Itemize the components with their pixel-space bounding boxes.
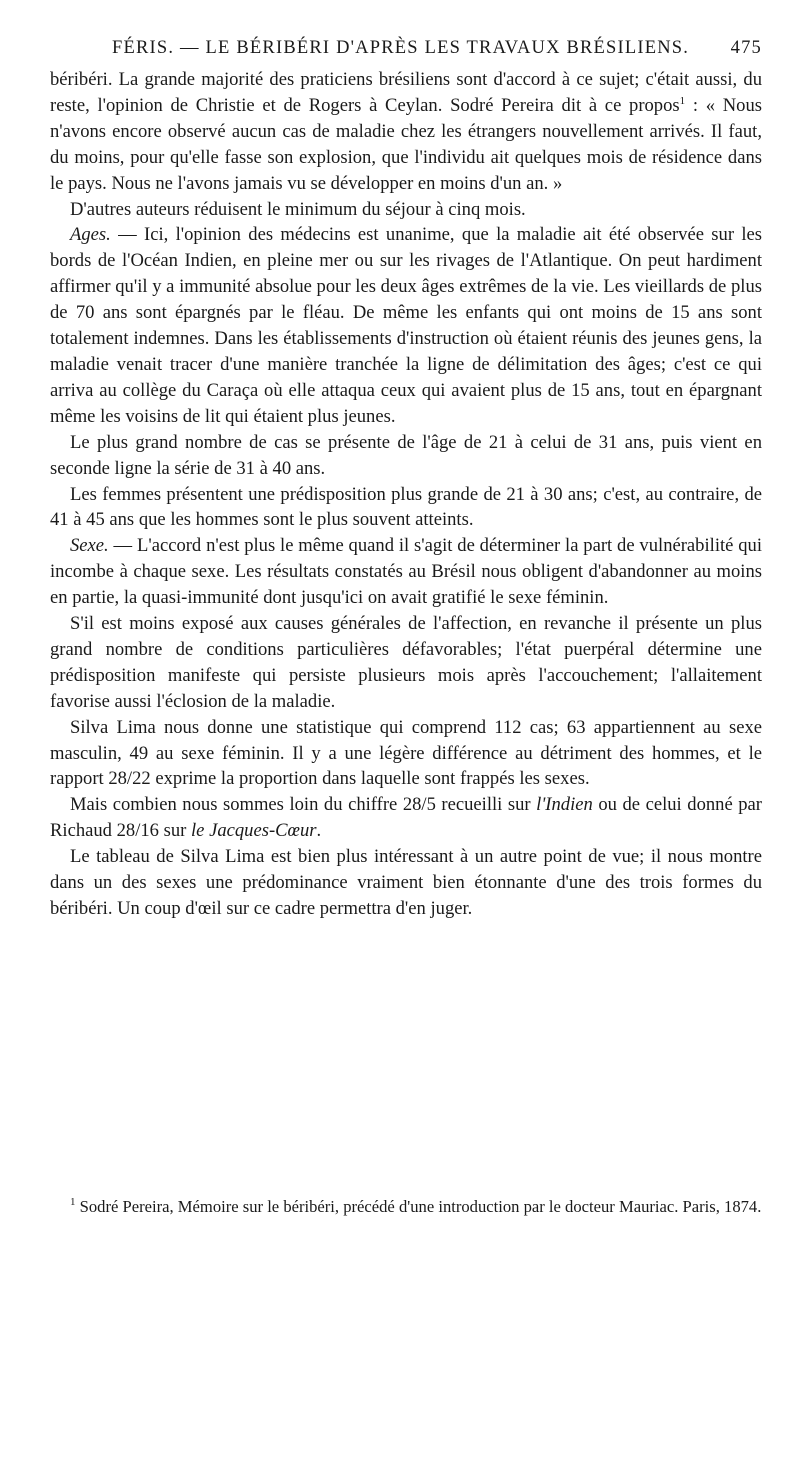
paragraph-ages: Ages. — Ici, l'opinion des médecins est unanime, que la maladie ait été observée sur les bords de l'Océan Indien, en pleine mer ou sur les rivages de l'Atlantique. On peut hardiment affirmer qu'il y a immunité absolue pour les deux âges extrêmes de la vie. Les vieillards de plus de 70 ans sont épargnés par le fléau. De même les enfants qui ont moins de 15 ans sont totalement indemnes. Dans les établissements d'instruction où étaient réunis des jeunes gens, la maladie venait tracer d'une manière tranchée la ligne de délimitation des âges; c'est ce qui arriva au collège du Caraça où elle attaqua ceux qui avaient plus de 15 ans, tout en épargnant même les voisins de lit qui étaient plus jeunes.: [50, 224, 762, 427]
paragraph-silva-lima-statistics: Silva Lima nous donne une statistique qui comprend 112 cas; 63 appartiennent au sexe masculin, 49 au sexe féminin. Il y a une légère différence au détriment des hommes, et le rapport 28/22 exprime la proportion dans laquelle sont frappés les sexes.: [50, 716, 762, 790]
paragraph-silva-lima-table: Le tableau de Silva Lima est bien plus intéressant à un autre point de vue; il nous montre dans un des sexes une prédominance vraiment bien étonnante d'une des trois formes du béribéri. Un coup d'œil sur ce cadre permettra d'en juger.: [50, 846, 762, 919]
footnote-reference: 1: [679, 94, 686, 107]
paragraph-comparison: Mais combien nous sommes loin du chiffre 28/5 recueilli sur l'Indien ou de celui donné par Richaud 28/16 sur le Jacques-Cœur.: [50, 794, 762, 842]
footnote-marker: 1: [70, 1196, 76, 1208]
paragraph-female-conditions: S'il est moins exposé aux causes générales de l'affection, en revanche il présente un plus grand nombre de conditions particulières défavorables; l'état puerpéral détermine une prédisposition manifeste qui persiste plusieurs mois après l'accouchement; l'allaitement favorise aussi l'éclosion de la maladie.: [50, 613, 762, 712]
paragraph-women-men-ages: Les femmes présentent une prédisposition plus grande de 21 à 30 ans; c'est, au contraire, de 41 à 45 ans que les hommes sont le plus souvent atteints.: [50, 483, 762, 531]
paragraph-age-peak: Le plus grand nombre de cas se présente de l'âge de 21 à celui de 31 ans, puis vient en seconde ligne la série de 31 à 40 ans.: [50, 431, 762, 479]
paragraph-minimum-stay: D'autres auteurs réduisent le minimum du séjour à cinq mois.: [70, 198, 526, 220]
section-label-ages: Ages.: [70, 224, 111, 246]
section-label-sexe: Sexe.: [70, 535, 109, 557]
footnote: [50, 1195, 762, 1219]
paragraph-residence: béribéri. La grande majorité des praticiens brésiliens sont d'accord à ce sujet; c'était aussi, du reste, l'opinion de Christie et de Rogers à Ceylan. Sodré Pereira dit à ce propos$^1$ : « Nous n'avons encore observé aucun cas de maladie chez les étrangers nouvellement arrivés. Il faut, du moins, pour qu'elle fasse son explosion, que l'individu ait quelques mois de résidence dans le pays. Nous ne l'avons jamais vu se développer en moins d'un an. »: [50, 69, 762, 194]
footnote-text: Sodré Pereira, Mémoire sur le béribéri, précédé d'une introduction par le docteur Mauriac. Paris, 1874.: [75, 1197, 762, 1216]
running-title: FÉRIS. — LE BÉRIBÉRI D'APRÈS LES TRAVAUX BRÉSILIENS.: [112, 38, 690, 58]
paragraph-sexe: Sexe. — L'accord n'est plus le même quand il s'agit de déterminer la part de vulnérabilité qui incombe à chaque sexe. Les résultats constatés au Brésil nous obligent d'abandonner au moins en partie, la quasi-immunité dont jusqu'ici on avait gratifié le sexe féminin.: [50, 535, 762, 609]
page-number: 475: [730, 38, 762, 58]
body-text: [50, 67, 762, 922]
running-header: [50, 38, 762, 59]
